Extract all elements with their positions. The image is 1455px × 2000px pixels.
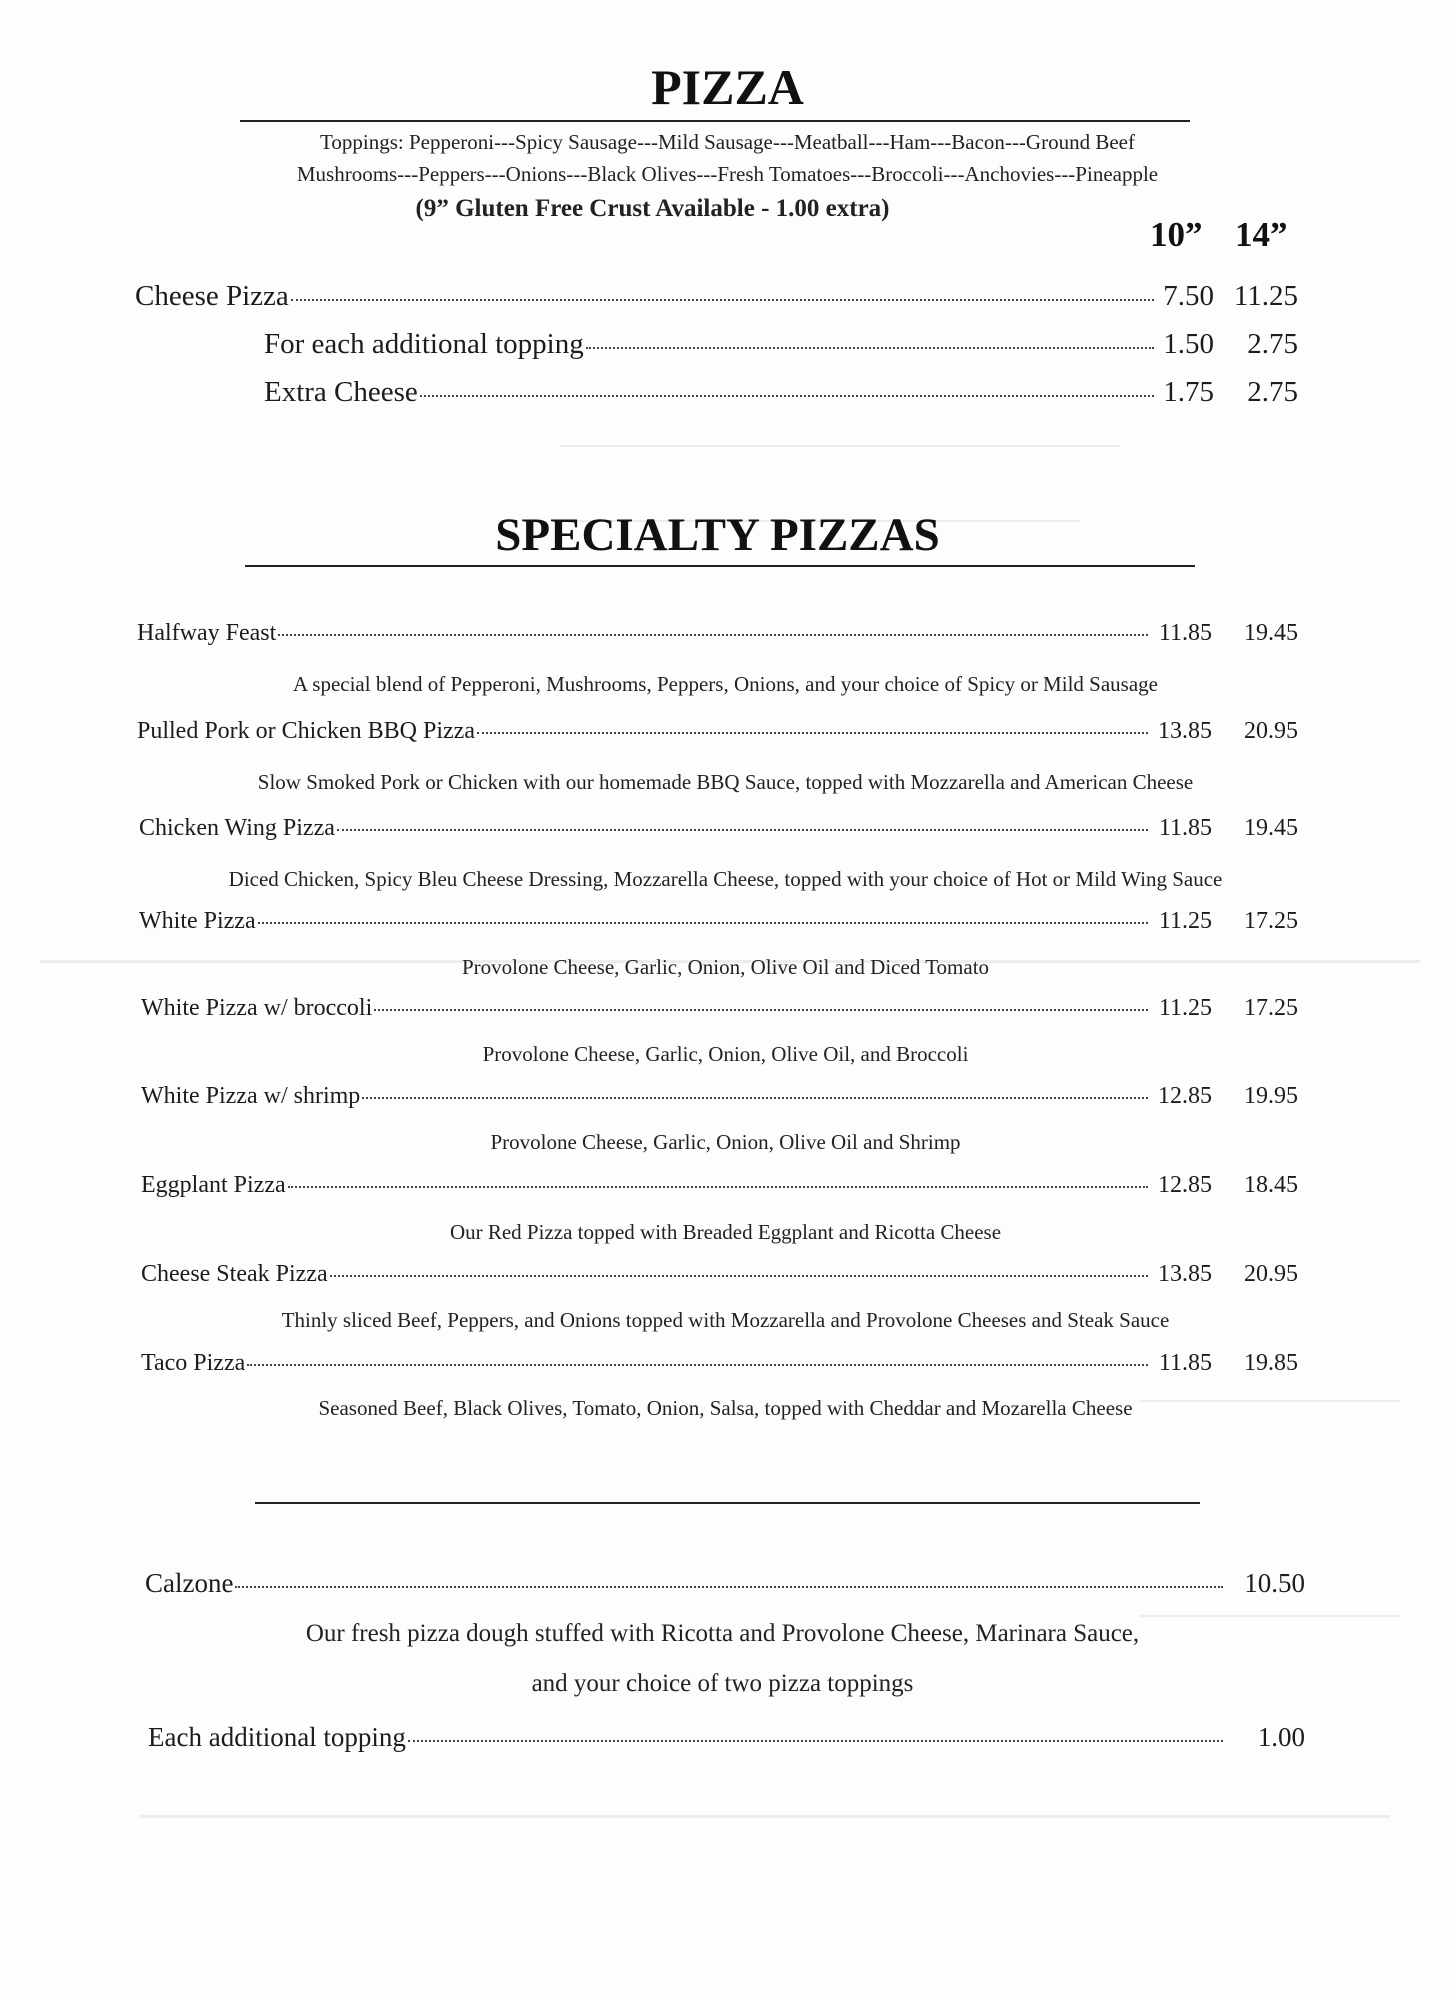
calzone-price: 10.50 [1244, 1568, 1305, 1598]
specialty-title-rule [245, 565, 1195, 567]
price-14: 17.25 [1244, 908, 1298, 934]
show-through-mark [560, 445, 1120, 447]
pizza-item-row [264, 376, 1298, 409]
show-through-mark [1140, 1615, 1400, 1617]
item-name: White Pizza w/ broccoli [141, 995, 373, 1021]
calzone-extra-name: Each additional topping [148, 1722, 406, 1752]
item-description: Diced Chicken, Spicy Bleu Cheese Dressing, Mozzarella Cheese, topped with your choice of Hot or Mild Wing Sauce [228, 867, 1223, 891]
toppings-line-1: Toppings: Pepperoni---Spicy Sausage---Mild Sausage---Meatball---Ham---Bacon---Ground Beef [320, 130, 1135, 154]
item-description: Slow Smoked Pork or Chicken with our homemade BBQ Sauce, topped with Mozzarella and American Cheese [257, 770, 1194, 794]
price-10: 11.25 [1158, 908, 1212, 934]
price-14: 18.45 [1244, 1172, 1298, 1198]
leader-dots [247, 1364, 1148, 1366]
item-description: Provolone Cheese, Garlic, Onion, Olive Oil and Diced Tomato [461, 955, 990, 979]
price-14: 20.95 [1244, 718, 1298, 744]
pizza-title: PIZZA [651, 59, 804, 115]
item-name: Extra Cheese [264, 376, 418, 408]
item-description: Seasoned Beef, Black Olives, Tomato, Onion, Salsa, topped with Cheddar and Mozarella Cheese [318, 1396, 1133, 1420]
price-10: 12.85 [1158, 1083, 1212, 1109]
calzone-description-line-1: Our fresh pizza dough stuffed with Ricotta and Provolone Cheese, Marinara Sauce, [305, 1620, 1140, 1647]
item-description: Provolone Cheese, Garlic, Onion, Olive Oil and Shrimp [490, 1130, 961, 1154]
calzone-divider [255, 1502, 1200, 1504]
price-14: 20.95 [1244, 1261, 1298, 1287]
show-through-mark [140, 1815, 1390, 1818]
leader-dots [291, 299, 1154, 301]
price-14: 19.45 [1244, 620, 1298, 646]
item-name: Chicken Wing Pizza [139, 815, 335, 841]
price-14: 2.75 [1247, 328, 1298, 360]
price-10: 7.50 [1163, 280, 1214, 312]
leader-dots [408, 1740, 1223, 1742]
leader-dots [420, 395, 1154, 397]
item-description: Provolone Cheese, Garlic, Onion, Olive Oil, and Broccoli [482, 1042, 969, 1066]
item-description: A special blend of Pepperoni, Mushrooms, Peppers, Onions, and your choice of Spicy or Mild Sausage [293, 672, 1158, 696]
specialty-item-row [141, 1261, 1298, 1288]
pizza-item-row [264, 328, 1298, 361]
item-name: Cheese Steak Pizza [141, 1261, 328, 1287]
toppings-line-2: Mushrooms---Peppers---Onions---Black Olives---Fresh Tomatoes---Broccoli---Anchovies---Pineapple [296, 162, 1159, 186]
price-10: 1.75 [1163, 376, 1214, 408]
leader-dots [258, 922, 1148, 924]
specialty-item-row [137, 718, 1298, 745]
price-10: 12.85 [1158, 1172, 1212, 1198]
size-10-header: 10” [1150, 215, 1203, 254]
price-10: 13.85 [1158, 718, 1212, 744]
leader-dots [586, 347, 1154, 349]
pizza-title-rule [240, 120, 1190, 122]
price-14: 19.45 [1244, 815, 1298, 841]
specialty-item-row [141, 995, 1298, 1022]
specialty-item-row [141, 1172, 1298, 1199]
size-headers [1150, 215, 1315, 255]
specialty-item-row [139, 908, 1298, 935]
calzone-extra-price: 1.00 [1257, 1722, 1305, 1752]
leader-dots [330, 1275, 1148, 1277]
specialty-item-row [139, 815, 1298, 842]
price-14: 2.75 [1247, 376, 1298, 408]
leader-dots [362, 1097, 1148, 1099]
leader-dots [235, 1586, 1223, 1588]
leader-dots [278, 634, 1148, 636]
price-10: 11.25 [1158, 995, 1212, 1021]
leader-dots [477, 732, 1148, 734]
price-10: 1.50 [1163, 328, 1214, 360]
calzone-extra-topping-row [148, 1722, 1305, 1753]
item-description: Thinly sliced Beef, Peppers, and Onions topped with Mozzarella and Provolone Cheeses and Steak Sauce [281, 1308, 1170, 1332]
price-14: 19.85 [1244, 1350, 1298, 1376]
specialty-item-row [141, 1083, 1298, 1110]
item-description: Our Red Pizza topped with Breaded Eggplant and Ricotta Cheese [449, 1220, 1002, 1244]
calzone-row [145, 1568, 1305, 1599]
price-14: 11.25 [1233, 280, 1298, 312]
item-name: Halfway Feast [137, 620, 277, 646]
item-name: Eggplant Pizza [141, 1172, 286, 1198]
calzone-description-line-2: and your choice of two pizza toppings [531, 1670, 914, 1697]
item-name: Pulled Pork or Chicken BBQ Pizza [137, 718, 475, 744]
leader-dots [288, 1186, 1148, 1188]
specialty-title: SPECIALTY PIZZAS [495, 509, 940, 561]
item-name: Taco Pizza [141, 1350, 246, 1376]
specialty-item-row [137, 620, 1298, 647]
pizza-item-row [135, 280, 1298, 313]
price-10: 11.85 [1158, 1350, 1212, 1376]
price-14: 17.25 [1244, 995, 1298, 1021]
price-10: 11.85 [1158, 620, 1212, 646]
specialty-item-row [141, 1350, 1298, 1377]
item-name: For each additional topping [264, 328, 584, 360]
item-name: White Pizza w/ shrimp [141, 1083, 361, 1109]
size-14-header: 14” [1235, 215, 1288, 254]
price-14: 19.95 [1244, 1083, 1298, 1109]
item-name: Cheese Pizza [135, 280, 289, 312]
item-name: White Pizza [139, 908, 256, 934]
calzone-name: Calzone [145, 1568, 234, 1598]
gluten-free-note: (9” Gluten Free Crust Available - 1.00 extra) [415, 195, 890, 222]
leader-dots [337, 829, 1148, 831]
price-10: 11.85 [1158, 815, 1212, 841]
leader-dots [374, 1009, 1148, 1011]
price-10: 13.85 [1158, 1261, 1212, 1287]
